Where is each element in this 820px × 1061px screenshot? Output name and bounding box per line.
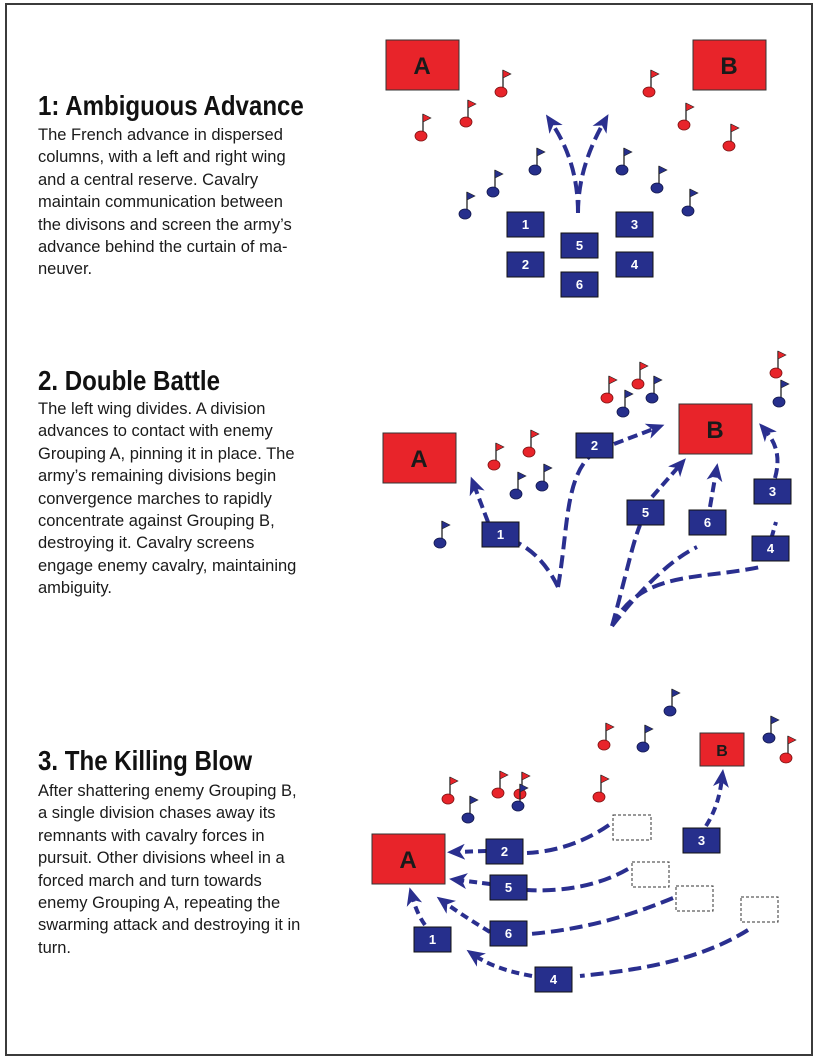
division-1-label: 1 (496, 527, 505, 542)
division-5-label: 5 (575, 238, 584, 253)
section-2-line: Grouping A, pinning it in place. The (38, 444, 295, 463)
friendly-cavalry (646, 376, 662, 403)
march-route (527, 869, 628, 890)
enemy-cavalry (460, 100, 476, 127)
march-route (530, 898, 673, 934)
friendly-cavalry (773, 380, 789, 407)
section-3-line: swarming attack and destroying it in (38, 916, 301, 935)
enemy-cavalry (780, 736, 796, 763)
attack-arrow (456, 851, 486, 852)
friendly-cavalry (512, 784, 528, 811)
division-4-label: 4 (630, 257, 639, 272)
division-6-label: 6 (575, 277, 584, 292)
section-3-line: enemy Grouping A, repeating the (38, 894, 281, 913)
friendly-cavalry (459, 192, 475, 219)
friendly-cavalry (529, 148, 545, 175)
division-2-label: 2 (500, 844, 509, 859)
friendly-cavalry (682, 189, 698, 216)
enemy-cavalry (643, 70, 659, 97)
friendly-cavalry (510, 472, 526, 499)
section-2-line: army’s remaining divisions begin (38, 467, 277, 486)
diagram-1 (386, 40, 766, 297)
enemy-cavalry (598, 723, 614, 750)
division-3-label: 3 (768, 484, 777, 499)
section-1-line: maintain communication between (38, 193, 283, 212)
march-route (558, 456, 590, 587)
enemy-grouping-b-label: B (720, 53, 738, 80)
attack-arrow (412, 896, 425, 925)
section-3-line: a single division chases away its (38, 804, 276, 823)
friendly-cavalry (651, 166, 667, 193)
enemy-cavalry (415, 114, 431, 141)
friendly-cavalry (637, 725, 653, 752)
friendly-cavalry (616, 148, 632, 175)
division-2-label: 2 (521, 257, 530, 272)
division-4-label: 4 (766, 541, 775, 556)
former-position (741, 897, 778, 922)
division-2-label: 2 (590, 438, 599, 453)
enemy-cavalry (523, 430, 539, 457)
section-3-line: remnants with cavalry forces in (38, 826, 265, 845)
section-2-line: advances to contact with enemy (38, 422, 273, 441)
enemy-grouping-a-label: A (399, 847, 417, 874)
division-3-label: 3 (697, 833, 706, 848)
friendly-cavalry (664, 689, 680, 716)
friendly-cavalry (434, 521, 450, 548)
section-2-title: 2. Double Battle (38, 365, 220, 396)
attack-arrow (458, 880, 490, 884)
section-2-line: ambiguity. (38, 579, 112, 598)
diagram-3 (372, 689, 796, 992)
march-route (580, 930, 748, 976)
division-4-label: 4 (549, 972, 558, 987)
enemy-cavalry (593, 775, 609, 802)
enemy-grouping-a-label: A (413, 53, 431, 80)
section-2-line: concentrate against Grouping B, (38, 512, 275, 531)
division-6-label: 6 (504, 926, 513, 941)
enemy-cavalry (770, 351, 786, 378)
division-6-label: 6 (703, 515, 712, 530)
division-5-label: 5 (504, 880, 513, 895)
section-3-line: After shattering enemy Grouping B, (38, 782, 297, 800)
friendly-cavalry (617, 390, 633, 417)
former-position (613, 815, 651, 840)
section-2-line: destroying it. Cavalry screens (38, 534, 255, 553)
march-route (772, 522, 776, 536)
march-route (612, 567, 760, 626)
enemy-grouping-a-label: A (410, 446, 428, 473)
attack-arrow (710, 472, 716, 507)
section-3-line: turn. (38, 938, 72, 957)
enemy-cavalry (492, 771, 508, 798)
attack-arrow (474, 955, 532, 976)
enemy-cavalry (495, 70, 511, 97)
enemy-cavalry (601, 376, 617, 403)
attack-arrow (652, 465, 680, 497)
pin-arrow (474, 485, 488, 522)
section-1-line: advance behind the curtain of ma- (38, 238, 288, 257)
section-3-line: forced march and turn towards (38, 871, 262, 890)
former-position (676, 886, 713, 911)
section-3-title: 3. The Killing Blow (38, 745, 253, 776)
enemy-grouping-b-label: B (706, 417, 724, 444)
advance-arrow-left (551, 122, 578, 213)
attack-arrow (765, 430, 778, 478)
enemy-cavalry (632, 362, 648, 389)
section-2-line: convergence marches to rapidly (38, 489, 272, 508)
enemy-cavalry (723, 124, 739, 151)
attack-arrow (614, 428, 656, 444)
former-position (632, 862, 669, 887)
enemy-cavalry (488, 443, 504, 470)
section-1-line: the divisons and screen the army’s (38, 215, 292, 234)
friendly-cavalry (462, 796, 478, 823)
friendly-cavalry (763, 716, 779, 743)
section-1-title: 1: Ambiguous Advance (38, 90, 304, 121)
section-1-line: neuver. (38, 260, 93, 279)
section-2-line: The left wing divides. A division (38, 400, 266, 418)
enemy-cavalry (678, 103, 694, 130)
division-5-label: 5 (641, 505, 650, 520)
advance-arrow-right (578, 122, 604, 213)
enemy-grouping-b-label: B (716, 743, 728, 760)
march-route (527, 825, 609, 853)
section-3-line: pursuit. Other divisions wheel in a (38, 849, 285, 868)
section-1-line: and a central reserve. Cavalry (38, 170, 259, 189)
pursuit-arrow (706, 778, 722, 826)
division-1-label: 1 (428, 932, 437, 947)
section-1-line: columns, with a left and right wing (38, 148, 286, 167)
friendly-cavalry (536, 464, 552, 491)
enemy-cavalry (442, 777, 458, 804)
division-3-label: 3 (630, 217, 639, 232)
diagram-2 (383, 351, 791, 626)
friendly-cavalry (487, 170, 503, 197)
section-2-line: engage enemy cavalry, maintaining (38, 556, 297, 575)
section-1-line: The French advance in dispersed (38, 126, 283, 144)
division-1-label: 1 (521, 217, 530, 232)
